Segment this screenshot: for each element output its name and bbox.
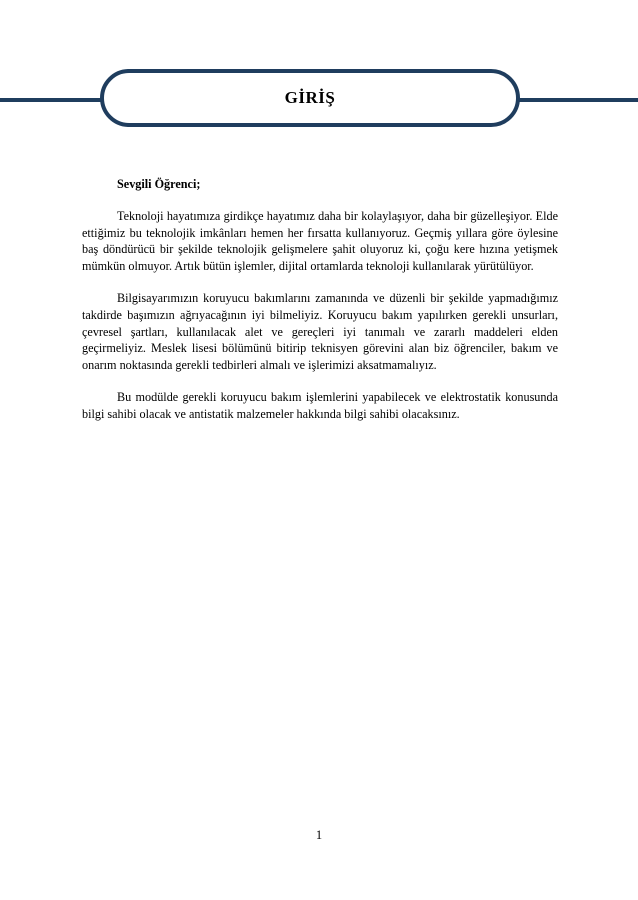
paragraph-2: Bilgisayarımızın koruyucu bakımlarını zamanında ve düzenli bir şekilde yapmadığımız takdirde başımızın ağrıyacağının iyi bilmeliyiz. Koruyucu bakım yapılırken gerekli unsurları, çevresel şartları, kullanılacak alet ve gereçleri iyi tanımalı ve zararlı maddeleri elden geçirmeliyiz. Meslek lisesi bölümünü bitirip teknisyen görevini alan biz öğrenciler, bakım ve onarım noktasında gerekli tedbirleri almalı ve işlerimizi aksatmamalıyız.	[82, 290, 558, 373]
page-number: 1	[315, 828, 323, 842]
salutation: Sevgili Öğrenci;	[117, 177, 201, 191]
document-body	[82, 176, 558, 438]
page-title: GİRİŞ	[284, 88, 336, 107]
paragraph-3: Bu modülde gerekli koruyucu bakım işlemlerini yapabilecek ve elektrostatik konusunda bilgi sahibi olacak ve antistatik malzemeler hakkında bilgi sahibi olacaksınız.	[82, 389, 558, 421]
paragraph-1: Teknoloji hayatımıza girdikçe hayatımız daha bir kolaylaşıyor, daha bir güzelleşiyor. Elde ettiğimiz bu teknolojik imkânları hemen her fırsatta kullanıyoruz. Geçmiş yıllara göre öylesine baş döndürücü bir şekilde teknolojik gelişmelere şahit oluyoruz ki, çoğu kere hızına yetişmek mümkün olmuyor. Artık bütün işlemler, dijital ortamlarda teknoloji kullanılarak yürütülüyor.	[82, 208, 558, 274]
